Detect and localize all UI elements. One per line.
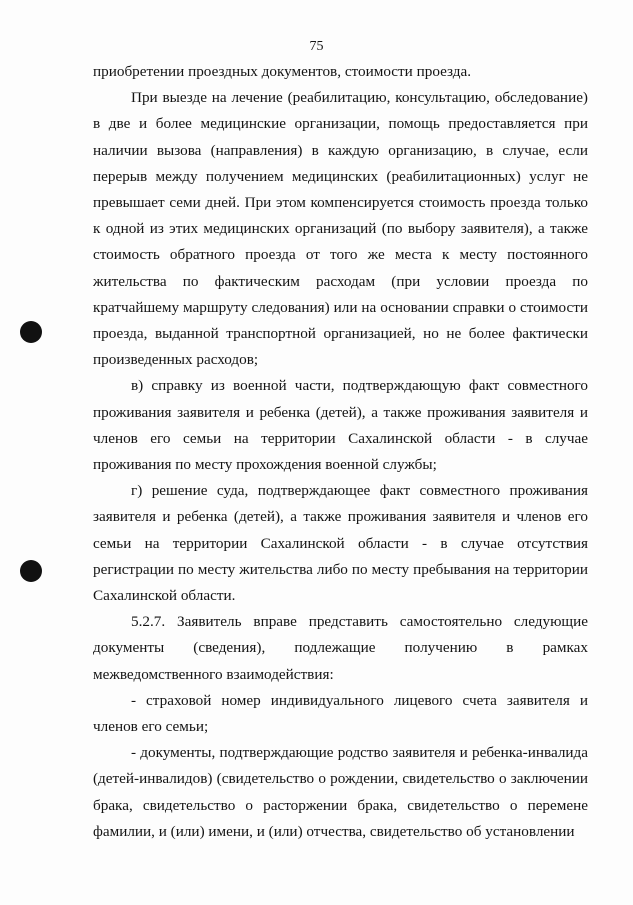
- paragraph-item-g: г) решение суда, подтверждающее факт совместного проживания заявителя и ребенка (детей), а также проживания заявителя и членов его семьи на территории Сахалинской области - в случае отсутствия регистрации по месту жительства либо по месту пребывания на территории Сахалинской области.: [93, 482, 588, 605]
- list-item-kinship-documents: - документы, подтверждающие родство заявителя и ребенка-инвалида (детей-инвалидов) (свидетельство о рождении, свидетельство о заключении брака, свидетельство о расторжении брака, свидетельство о перемене фамилии, и (или) имени, и (или) отчества, свидетельство об установлении: [93, 744, 588, 840]
- list-item-snils: - страховой номер индивидуального лицевого счета заявителя и членов его семьи;: [93, 691, 588, 736]
- page-number: 75: [309, 39, 324, 54]
- punch-hole-mark: [20, 321, 42, 343]
- paragraph-continuation: приобретении проездных документов, стоимости проезда.: [93, 63, 472, 80]
- paragraph-multiple-organizations: При выезде на лечение (реабилитацию, консультацию, обследование) в две и более медицинские организации, помощь предоставляется при наличии вызова (направления) в каждую организацию, в случае, если перерыв между получением медицинских (реабилитационных) услуг не превышает семи дней. При этом компенсируется стоимость проезда только к одной из этих медицинских организаций (по выбору заявителя), а также стоимость обратного проезда от того же места к месту постоянного жительства по фактическим расходам (при условии проезда по кратчайшему маршруту следования) или на основании справки о стоимости проезда, выданной транспортной организацией, но не более фактически произведенных расходов;: [93, 89, 588, 369]
- body-text: [93, 59, 588, 845]
- paragraph-section-5-2-7: 5.2.7. Заявитель вправе представить самостоятельно следующие документы (сведения), подлежащие получению в рамках межведомственного взаимодействия:: [93, 613, 588, 683]
- punch-hole-mark: [20, 560, 42, 582]
- paragraph-item-v: в) справку из военной части, подтверждающую факт совместного проживания заявителя и ребенка (детей), а также проживания заявителя и членов его семьи на территории Сахалинской области - в случае проживания по месту прохождения военной службы;: [93, 377, 588, 474]
